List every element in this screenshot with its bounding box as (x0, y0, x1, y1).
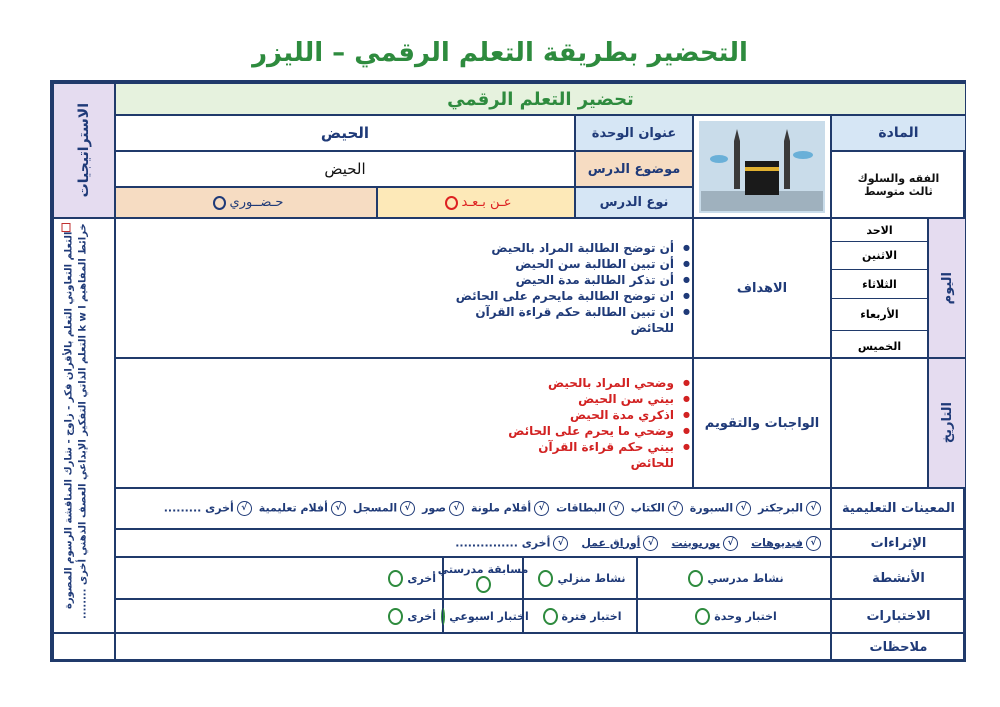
day-item[interactable]: الخميس (857, 339, 902, 353)
radio-icon (543, 608, 558, 625)
radio-icon (476, 576, 491, 593)
days-list (831, 218, 928, 358)
activities-label: الأنشطة (831, 557, 966, 599)
test-option[interactable]: أخرى (115, 599, 443, 633)
checkbox-icon[interactable] (62, 223, 71, 232)
lesson-plan-table (50, 80, 966, 662)
lesson-image (693, 115, 831, 218)
goals-list (115, 218, 693, 358)
aid-option[interactable]: √البطاقات (556, 501, 627, 516)
aid-option[interactable]: √السبورة (690, 501, 754, 516)
test-option[interactable]: اختبار فترة (523, 599, 637, 633)
page-title: التحضير بطريقة التعلم الرقمي – الليزر (252, 38, 748, 68)
aid-option[interactable]: √أخرى ......... (164, 501, 255, 516)
goal-item: ● ان تبين الطالبة حكم قراءة القرآن للحائض (430, 304, 674, 336)
radio-icon (388, 608, 403, 625)
homework-item: ● اذكري مدة الحيض (496, 407, 674, 423)
aid-option[interactable]: √أقلام ملونة (471, 501, 552, 516)
activity-option[interactable]: أخرى (115, 557, 443, 599)
lesson-value: الحيض (115, 151, 575, 187)
unit-value: الحيض (115, 115, 575, 151)
activity-option[interactable]: مسابقة مدرستي (443, 557, 523, 599)
homework-item: ● وضحي ما يحرم على الحائض (496, 423, 674, 439)
type-remote-option[interactable]: عـن بـعـد (377, 187, 575, 218)
notes-label: ملاحظات (831, 633, 966, 662)
enrichment-option[interactable]: √أوراق عمل (581, 536, 661, 551)
activity-option[interactable]: نشاط منزلي (523, 557, 637, 599)
banner: تحضير التعلم الرقمي (115, 83, 966, 115)
day-item[interactable]: الأربعاء (832, 299, 927, 331)
goal-item: ● أن توضح الطالبة المراد بالحيض (430, 240, 674, 256)
goal-item: ● أن تذكر الطالبة مدة الحيض (430, 272, 674, 288)
radio-icon (388, 570, 403, 587)
day-item[interactable]: الاحد (832, 219, 927, 242)
goal-item: ● ان توضح الطالبة مايحرم على الحائض (430, 288, 674, 304)
date-header: التاريخ (928, 358, 966, 488)
kaaba-mosque-icon (699, 121, 825, 213)
strategies-footer (53, 633, 115, 662)
date-value[interactable] (831, 358, 928, 488)
aid-option[interactable]: √البرجكتر (758, 501, 824, 516)
day-item[interactable]: الاثنين (832, 242, 927, 270)
homework-item: ● بيني سن الحيض (496, 391, 674, 407)
subject-value: الفقه والسلوك ثالث متوسط (831, 151, 966, 218)
strategies-text: التعلم التعاوني التعلم بالأقران فكر - زاوج - شارك المناقشة الرسوم المصورة خرائط المفاهيم k w l التعلم الذاتي التفكير الإبداعي العصف الذهني أخرى ........ (63, 223, 89, 619)
unit-label: عنوان الوحدة (575, 115, 693, 151)
tests-label: الاختبارات (831, 599, 966, 633)
type-present-option[interactable]: حـضــوري (115, 187, 377, 218)
enrichment-option[interactable]: √فيديوهات (751, 536, 824, 551)
radio-icon (538, 570, 553, 587)
aid-option[interactable]: √المسجل (353, 501, 418, 516)
enrichment-options (115, 529, 831, 557)
radio-icon (688, 570, 703, 587)
enrichment-label: الإثراءات (831, 529, 966, 557)
homework-label: الواجبات والتقويم (693, 358, 831, 488)
activity-option[interactable]: نشاط مدرسي (637, 557, 831, 599)
strategies-header: الاستراتيجيات (53, 83, 115, 218)
test-option[interactable]: اختبار وحدة (637, 599, 831, 633)
homework-item: ● بيني حكم قراءة القرآن للحائض (496, 439, 674, 471)
homework-item: ● وضحي المراد بالحيض (496, 375, 674, 391)
notes-field[interactable] (115, 633, 831, 662)
goals-label: الاهداف (693, 218, 831, 358)
type-label: نوع الدرس (575, 187, 693, 218)
aids-label: المعينات التعليمية (831, 488, 966, 529)
test-option[interactable]: اختبار اسبوعي (443, 599, 523, 633)
aid-option[interactable]: √الكتاب (631, 501, 686, 516)
aid-option[interactable]: √صور (422, 501, 467, 516)
radio-icon[interactable] (213, 196, 226, 210)
radio-icon (695, 608, 710, 625)
homework-list (115, 358, 693, 488)
strategies-list (53, 218, 115, 633)
lesson-label: موضوع الدرس (575, 151, 693, 187)
day-item[interactable]: الثلاثاء (832, 270, 927, 299)
aids-options (115, 488, 831, 529)
radio-icon[interactable] (445, 196, 458, 210)
goal-item: ● أن تبين الطالبة سن الحيض (430, 256, 674, 272)
enrichment-option[interactable]: √أخرى ............... (455, 536, 571, 551)
day-header: اليوم (928, 218, 966, 358)
aid-option[interactable]: √أفلام تعليمية (259, 501, 349, 516)
enrichment-option[interactable]: √بوربوينت (671, 536, 741, 551)
subject-label: المادة (831, 115, 966, 151)
